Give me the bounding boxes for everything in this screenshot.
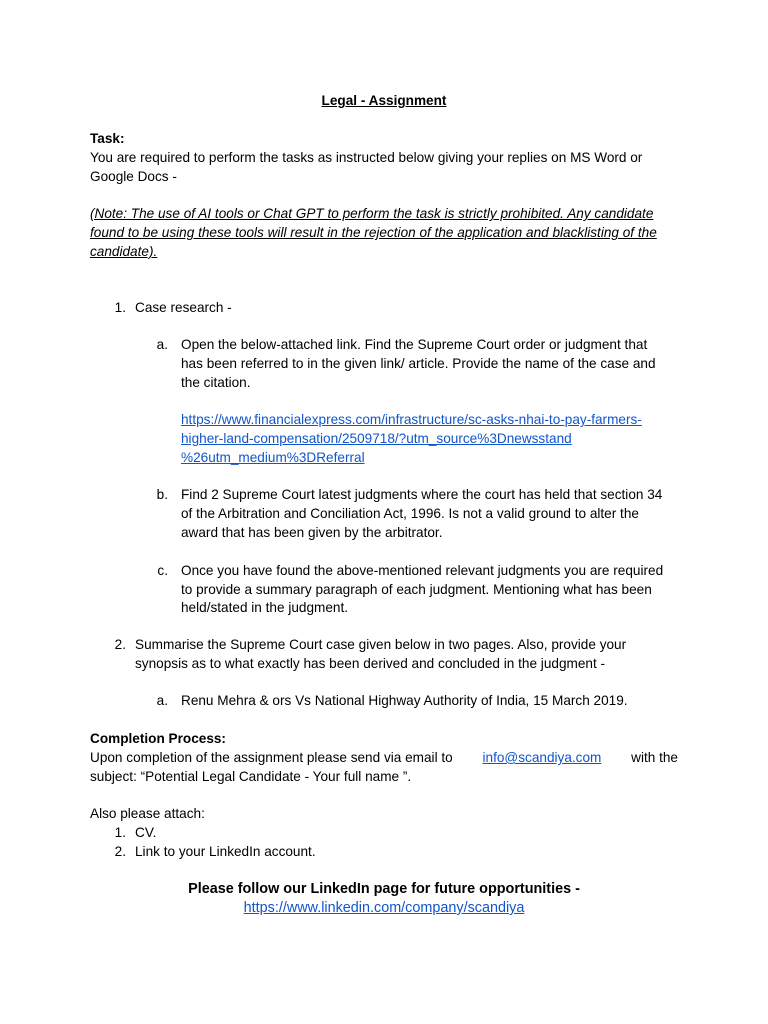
document-title: Legal - Assignment [321, 93, 447, 108]
subitem-line: Once you have found the above-mentioned relevant judgments you are required [181, 563, 664, 578]
task-intro-line2: Google Docs - [90, 169, 177, 184]
subitem-line: the citation. [181, 375, 251, 390]
list-item-line: Summarise the Supreme Court case given below in two pages. Also, provide your [135, 637, 627, 652]
article-link-line2[interactable]: higher-land-compensation/2509718/?utm_source%3Dnewsstand [181, 431, 572, 446]
completion-heading: Completion Process: [90, 731, 226, 746]
subitem-line: to provide a summary paragraph of each judgment. Mentioning what has been [181, 582, 652, 597]
list-number: 2. [114, 844, 126, 859]
subitem-line: Renu Mehra & ors Vs National Highway Authority of India, 15 March 2019. [181, 693, 628, 708]
attach-intro: Also please attach: [90, 806, 205, 821]
subitem-line: Open the below-attached link. Find the Supreme Court order or judgment that [181, 337, 648, 352]
email-link[interactable]: info@scandiya.com [482, 750, 602, 765]
completion-text-before: Upon completion of the assignment please send via email to [90, 750, 453, 765]
list-item-text: Case research - [135, 300, 232, 315]
subitem-line: has been referred to in the given link/ article. Provide the name of the case and [181, 356, 656, 371]
sublist-letter: b. [156, 487, 168, 502]
sublist-letter: a. [156, 337, 168, 352]
task-intro-line1: You are required to perform the tasks as instructed below giving your replies on MS Word or [90, 150, 643, 165]
subitem-line: of the Arbitration and Conciliation Act, 1996. Is not a valid ground to alter the [181, 506, 639, 521]
list-item-line: synopsis as to what exactly has been derived and concluded in the judgment - [135, 656, 606, 671]
list-number: 1. [114, 300, 126, 315]
subitem-line: Find 2 Supreme Court latest judgments where the court has held that section 34 [181, 487, 663, 502]
list-number: 1. [114, 825, 126, 840]
linkedin-link[interactable]: https://www.linkedin.com/company/scandiya [243, 900, 525, 916]
completion-line2: subject: “Potential Legal Candidate - Your full name ”. [90, 769, 412, 784]
article-link-line3[interactable]: %26utm_medium%3DReferral [181, 450, 365, 465]
note-line1: (Note: The use of AI tools or Chat GPT to perform the task is strictly prohibited. Any candidate [90, 206, 654, 221]
linkedin-follow-text: Please follow our LinkedIn page for future opportunities - [188, 881, 580, 897]
article-link-line1[interactable]: https://www.financialexpress.com/infrastructure/sc-asks-nhai-to-pay-farmers- [181, 412, 642, 427]
completion-line1 [90, 749, 678, 768]
completion-text-after: with the [631, 750, 678, 765]
subitem-line: held/stated in the judgment. [181, 600, 349, 615]
list-number: 2. [114, 637, 126, 652]
sublist-letter: a. [156, 693, 168, 708]
subitem-line: award that has been given by the arbitrator. [181, 525, 443, 540]
attach-item: CV. [135, 825, 157, 840]
note-line3: candidate). [90, 244, 158, 259]
note-line2: found to be using these tools will result in the rejection of the application and blacklisting of the [90, 225, 657, 240]
attach-item: Link to your LinkedIn account. [135, 844, 316, 859]
task-heading: Task: [90, 131, 125, 146]
linkedin-link-row [0, 899, 768, 918]
sublist-letter: c. [157, 563, 168, 578]
